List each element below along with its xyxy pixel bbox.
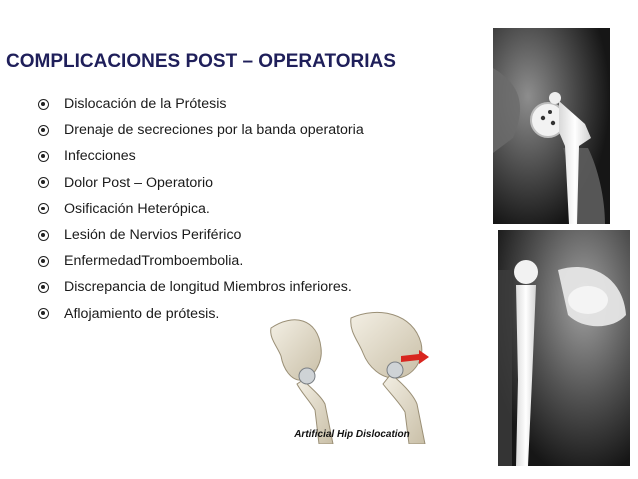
bullet-item: [38, 196, 364, 222]
bullet-item: [38, 91, 364, 117]
bullet-text: Aflojamiento de prótesis.: [64, 305, 220, 322]
bullet-text: Infecciones: [64, 148, 136, 165]
bullet-text: Lesión de Nervios Periférico: [64, 227, 242, 244]
bullet-text: Dislocación de la Prótesis: [64, 96, 227, 113]
bullet-item: [38, 274, 364, 300]
bullet-item: [38, 170, 364, 196]
illustration-caption: Artificial Hip Dislocation: [294, 429, 410, 440]
bullet-text: Dolor Post – Operatorio: [64, 174, 214, 191]
circled-dot-bullet-icon: [38, 125, 49, 136]
bullet-item: [38, 222, 364, 248]
circled-dot-bullet-icon: [38, 99, 49, 110]
circled-dot-bullet-icon: [38, 256, 49, 267]
bullet-text: Osificación Heterópica.: [64, 200, 210, 217]
circled-dot-bullet-icon: [38, 177, 49, 188]
hip-dislocation-xray-image: [498, 230, 630, 466]
circled-dot-bullet-icon: [38, 282, 49, 293]
hip-dislocation-illustration: [263, 308, 441, 444]
circled-dot-bullet-icon: [38, 203, 49, 214]
bullet-text: EnfermedadTromboembolia.: [64, 253, 244, 270]
slide-title: COMPLICACIONES POST – OPERATORIAS: [6, 51, 396, 72]
bullet-text: Drenaje de secreciones por la banda operatoria: [64, 122, 364, 139]
circled-dot-bullet-icon: [38, 230, 49, 241]
circled-dot-bullet-icon: [38, 151, 49, 162]
bullet-item: [38, 143, 364, 169]
bullet-item: [38, 117, 364, 143]
bullet-text: Discrepancia de longitud Miembros inferiores.: [64, 279, 352, 296]
bullet-list: [38, 91, 364, 327]
circled-dot-bullet-icon: [38, 308, 49, 319]
hip-prosthesis-xray-image: [493, 28, 610, 224]
bullet-item: [38, 248, 364, 274]
